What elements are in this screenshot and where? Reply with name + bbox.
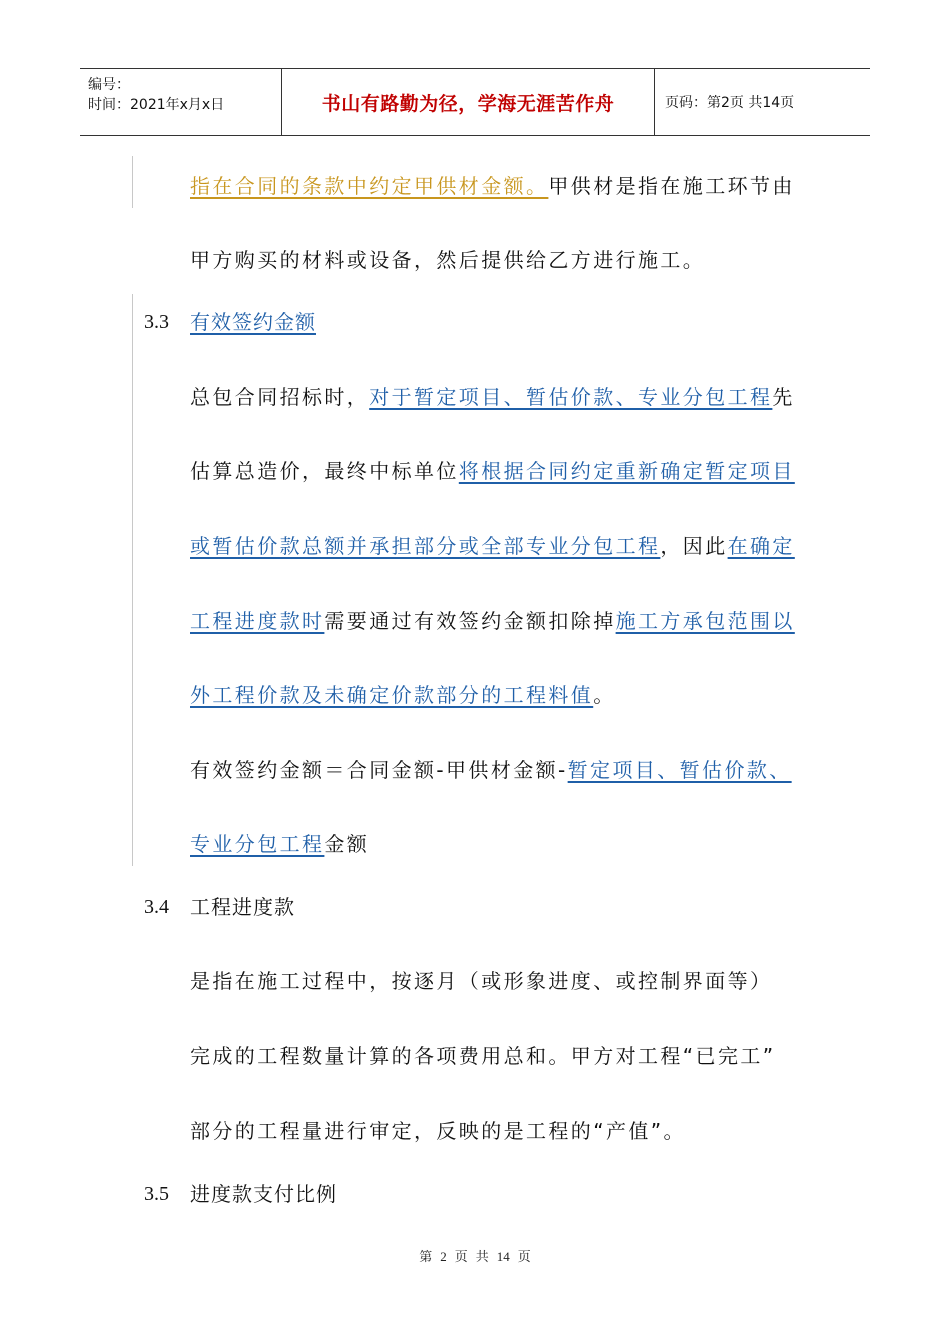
header-motto: 书山有路勤为径，学海无涯苦作舟 [281,69,655,135]
body-text: 。 [593,683,616,707]
footer-text: 页 [517,1249,531,1264]
tracked-change-text: 工程进度款时 [190,609,325,633]
formula-line [190,757,792,783]
page-header [80,68,870,136]
tracked-change-text: 施工方承包范围以 [615,609,795,633]
body-text: 先 [772,385,795,409]
paragraph-line [190,608,795,634]
section-title: 工程进度款 [190,895,295,919]
tracked-change-text: 对于暂定项目、暂估价款、专业分包工程 [369,385,773,409]
paragraph-line [190,533,795,559]
tracked-change-text: 专业分包工程 [190,832,325,856]
footer-text: 第 [419,1249,433,1264]
body-text: 需要通过有效签约金额扣除掉 [324,609,616,633]
section-number: 3.4 [144,896,169,918]
tracked-change-text: 在确定 [727,534,795,558]
tracked-change-text: 有效签约金额 [190,310,316,334]
tracked-change-text: 外工程价款及未确定价款部分的工程料值 [190,683,594,707]
body-text: ，因此 [660,534,728,558]
formula-line [190,831,369,857]
document-number-label: 编号： [88,77,130,93]
tracked-change-text: 暂定项目、暂估价款、 [567,758,792,782]
header-page-info: 页码：第2页 共14页 [665,95,795,111]
page-footer [0,1246,950,1265]
header-meta [80,69,281,135]
body-text: 甲供材是指在施工环节由 [548,174,795,198]
paragraph-line: 是指在施工过程中，按逐月（或形象进度、或控制界面等） [190,969,773,993]
section-title [190,309,316,335]
paragraph-line [190,682,616,708]
paragraph-line [190,458,795,484]
tracked-change-text: 指在合同的条款中约定甲供材金额。 [190,174,549,198]
footer-page-number: 2 [440,1249,447,1264]
tracked-change-text: 或暂估价款总额并承担部分或全部专业分包工程 [190,534,661,558]
footer-text: 页 [454,1249,468,1264]
section-number: 3.5 [144,1183,169,1205]
tracked-change-text: 将根据合同约定重新确定暂定项目 [458,459,795,483]
section-title: 进度款支付比例 [190,1182,337,1206]
body-text: 估算总造价，最终中标单位 [190,459,459,483]
body-text: 总包合同招标时， [190,385,370,409]
footer-total-pages: 14 [496,1249,510,1264]
document-date: 时间：2021年x月x日 [88,97,225,113]
paragraph-line [190,173,795,199]
paragraph-line [190,384,795,410]
paragraph-line: 完成的工程数量计算的各项费用总和。甲方对工程“已完工” [190,1044,776,1068]
paragraph-line: 甲方购买的材料或设备，然后提供给乙方进行施工。 [190,248,706,272]
body-text: 金额 [324,832,370,856]
section-number: 3.3 [144,311,169,333]
revision-bar [132,294,133,866]
footer-text: 共 [475,1249,489,1264]
revision-bar [132,156,133,208]
paragraph-line: 部分的工程量进行审定，反映的是工程的“产值”。 [190,1119,686,1143]
body-text: 有效签约金额＝合同金额-甲供材金额- [190,758,568,782]
